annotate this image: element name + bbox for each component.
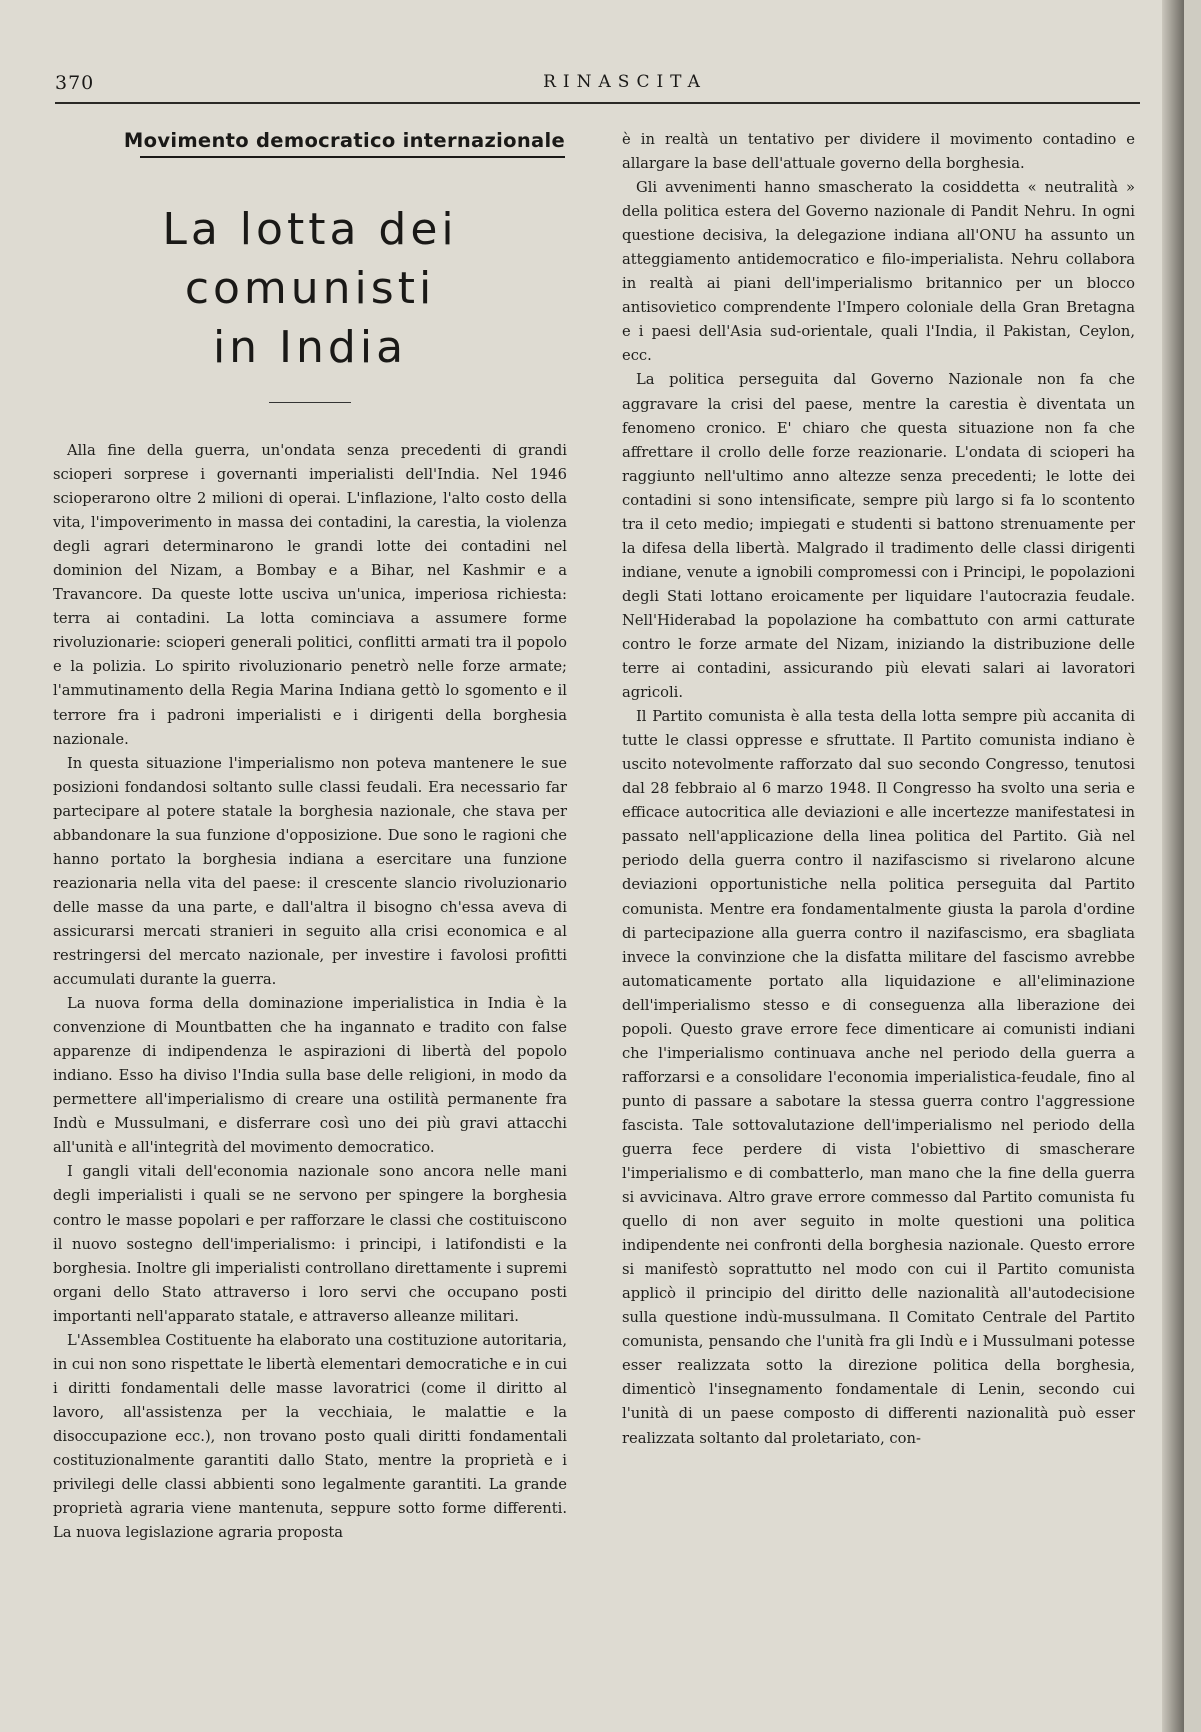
header-rule [55,102,1140,104]
article-title-line-2: in India [212,322,408,373]
paragraph: Gli avvenimenti hanno smascherato la cosiddetta « neutralità » della politica estera del Governo nazionale di Pandit Nehru. In ogni questione decisiva, la delegazione indiana all'ONU ha assunto un atteggiamento antidemocratico e filo-imperialista. Nehru collabora in realtà ai piani dell'imperialismo britannico per un blocco antisovietico comprendente l'Impero coloniale della Gran Bretagna e i paesi dell'Asia sud-orientale, quali l'India, il Pakistan, Ceylon, ecc. [622,179,1135,365]
article-title-line-1: La lotta dei comunisti [162,204,458,314]
paragraph: I gangli vitali dell'economia nazionale sono ancora nelle mani degli imperialisti i quali se ne servono per spingere la borghesia contro le masse popolari e per rafforzare le classi che costituiscono il nuovo sostegno dell'imperialismo: i principi, i latifondisti e la borghesia. Inoltre gli imperialisti controllano direttamente i supremi organi dello Stato attraverso i loro servi che occupano posti importanti nell'apparato statale, e attraverso alleanze militari. [53,1163,567,1325]
article-body-left [53,439,567,1545]
section-label: Movimento democratico internazionale [123,129,565,152]
paragraph: La nuova forma della dominazione imperialistica in India è la convenzione di Mountbatten che ha ingannato e tradito con false apparenze di indipendenza le aspirazioni di libertà del popolo indiano. Esso ha diviso l'India sulla base delle religioni, in modo da permettere all'imperialismo di creare una ostilità permanente fra Indù e Mussulmani, e disferrare così uno dei più gravi attacchi all'unità e all'integrità del movimento democratico. [53,995,567,1157]
journal-title: RINASCITA [543,72,707,92]
left-column [53,126,567,1545]
article-title [53,200,567,377]
section-rule [140,156,565,158]
paragraph: Il Partito comunista è alla testa della lotta sempre più accanita di tutte le classi oppresse e sfruttate. Il Partito comunista indiano è uscito notevolmente rafforzato dal suo secondo Congresso, tenutosi dal 28 febbraio al 6 marzo 1948. Il Congresso ha svolto una seria e efficace autocritica alle deviazioni e alle incertezze manifestatesi in passato nell'applicazione della linea politica del Partito. Già nel periodo della guerra contro il nazifascismo si rivelarono alcune deviazioni opportunistiche nella politica perseguita dal Partito comunista. Mentre era fondamentalmente giusta la parola d'ordine di partecipazione alla guerra contro il nazifascismo, era sbagliata invece la convinzione che la disfatta militare del fascismo avrebbe automaticamente portato alla liquidazione e all'eliminazione dell'imperialismo stesso e di conseguenza alla liberazione dei popoli. Questo grave errore fece dimenticare ai comunisti indiani che l'imperialismo continuava anche nel periodo della guerra a rafforzarsi e a consolidare l'economia imperialistica-feudale, fino al punto di passare a sabotare la stessa guerra contro l'aggressione fascista. Tale sottovalutazione dell'imperialismo nel periodo della guerra fece perdere di vista l'obiettivo di smascherare l'imperialismo e di combatterlo, man mano che la fine della guerra si avvicinava. Altro grave errore commesso dal Partito comunista fu quello di non aver seguito in molte questioni una politica indipendente nei confronti della borghesia nazionale. Questo errore si manifestò soprattutto nel modo con cui il Partito comunista applicò il principio del diritto delle nazionalità all'autodecisione sulla questione indù-mussulmana. Il Comitato Centrale del Partito comunista, pensando che l'unità fra gli Indù e i Mussulmani potesse esser realizzata sotto la direzione politica della borghesia, dimenticò l'insegnamento fondamentale di Lenin, secondo cui l'unità di un paese composto di differenti nazionalità può esser realizzata soltanto dal proletariato, con- [622,708,1135,1447]
page-number: 370 [55,72,95,94]
paragraph: La politica perseguita dal Governo Nazionale non fa che aggravare la crisi del paese, mentre la carestia è diventata un fenomeno cronico. E' chiaro che questa situazione non fa che affrettare il crollo delle forze reazionarie. L'ondata di scioperi ha raggiunto nell'ultimo anno altezze senza precedenti; le lotte dei contadini si sono intensificate, sempre più largo si fa lo scontento tra il ceto medio; impiegati e studenti si battono strenuamente per la difesa della libertà. Malgrado il tradimento delle classi dirigenti indiane, venute a ignobili compromessi con i Principi, le popolazioni degli Stati lottano eroicamente per liquidare l'autocrazia feudale. Nell'Hiderabad la popolazione ha combattuto con armi catturate contro le forze armate del Nizam, iniziando la distribuzione delle terre ai contadini, assicurando più elevati salari ai lavoratori agricoli. [622,371,1135,702]
page-edge-shadow [1162,0,1184,1732]
title-divider [269,402,351,403]
article-body-right [622,128,1135,1451]
paragraph: Alla fine della guerra, un'ondata senza precedenti di grandi scioperi sorprese i governanti imperialisti dell'India. Nel 1946 scioperarono oltre 2 milioni di operai. L'inflazione, l'alto costo della vita, l'impoverimento in massa dei contadini, la carestia, la violenza degli agrari determinarono le grandi lotte dei contadini nel dominion del Nizam, a Bombay e a Bihar, nel Kashmir e a Travancore. Da queste lotte usciva un'unica, imperiosa richiesta: terra ai contadini. La lotta cominciava a assumere forme rivoluzionarie: scioperi generali politici, conflitti armati tra il popolo e la polizia. Lo spirito rivoluzionario penetrò nelle forze armate; l'ammutinamento della Regia Marina Indiana gettò lo sgomento e il terrore fra i padroni imperialisti e i dirigenti della borghesia nazionale. [53,442,567,748]
running-header [55,68,1140,108]
paragraph-continued: è in realtà un tentativo per dividere il movimento contadino e allargare la base dell'attuale governo della borghesia. [622,131,1135,173]
right-column [622,126,1135,1451]
paragraph: In questa situazione l'imperialismo non poteva mantenere le sue posizioni fondandosi soltanto sulle classi feudali. Era necessario far partecipare al potere statale la borghesia nazionale, che stava per abbandonare la sua funzione d'opposizione. Due sono le ragioni che hanno portato la borghesia indiana a esercitare una funzione reazionaria nella vita del paese: il crescente slancio rivoluzionario delle masse da una parte, e dall'altra il bisogno ch'essa aveva di assicurarsi mercati stranieri in seguito alla crisi economica e al restringersi del mercato nazionale, per investire i favolosi profitti accumulati durante la guerra. [53,754,567,989]
paragraph: L'Assemblea Costituente ha elaborato una costituzione autoritaria, in cui non sono rispettate le libertà elementari democratiche e in cui i diritti fondamentali delle masse lavoratrici (come il diritto al lavoro, all'assistenza per la vecchiaia, le malattie e la disoccupazione ecc.), non trovano posto quali diritti fondamentali costituzionalmente garantiti dallo Stato, mentre la proprietà e i privilegi delle classi abbienti sono legalmente garantiti. La grande proprietà agraria viene mantenuta, seppure sotto forme differenti. La nuova legislazione agraria proposta [53,1331,567,1542]
